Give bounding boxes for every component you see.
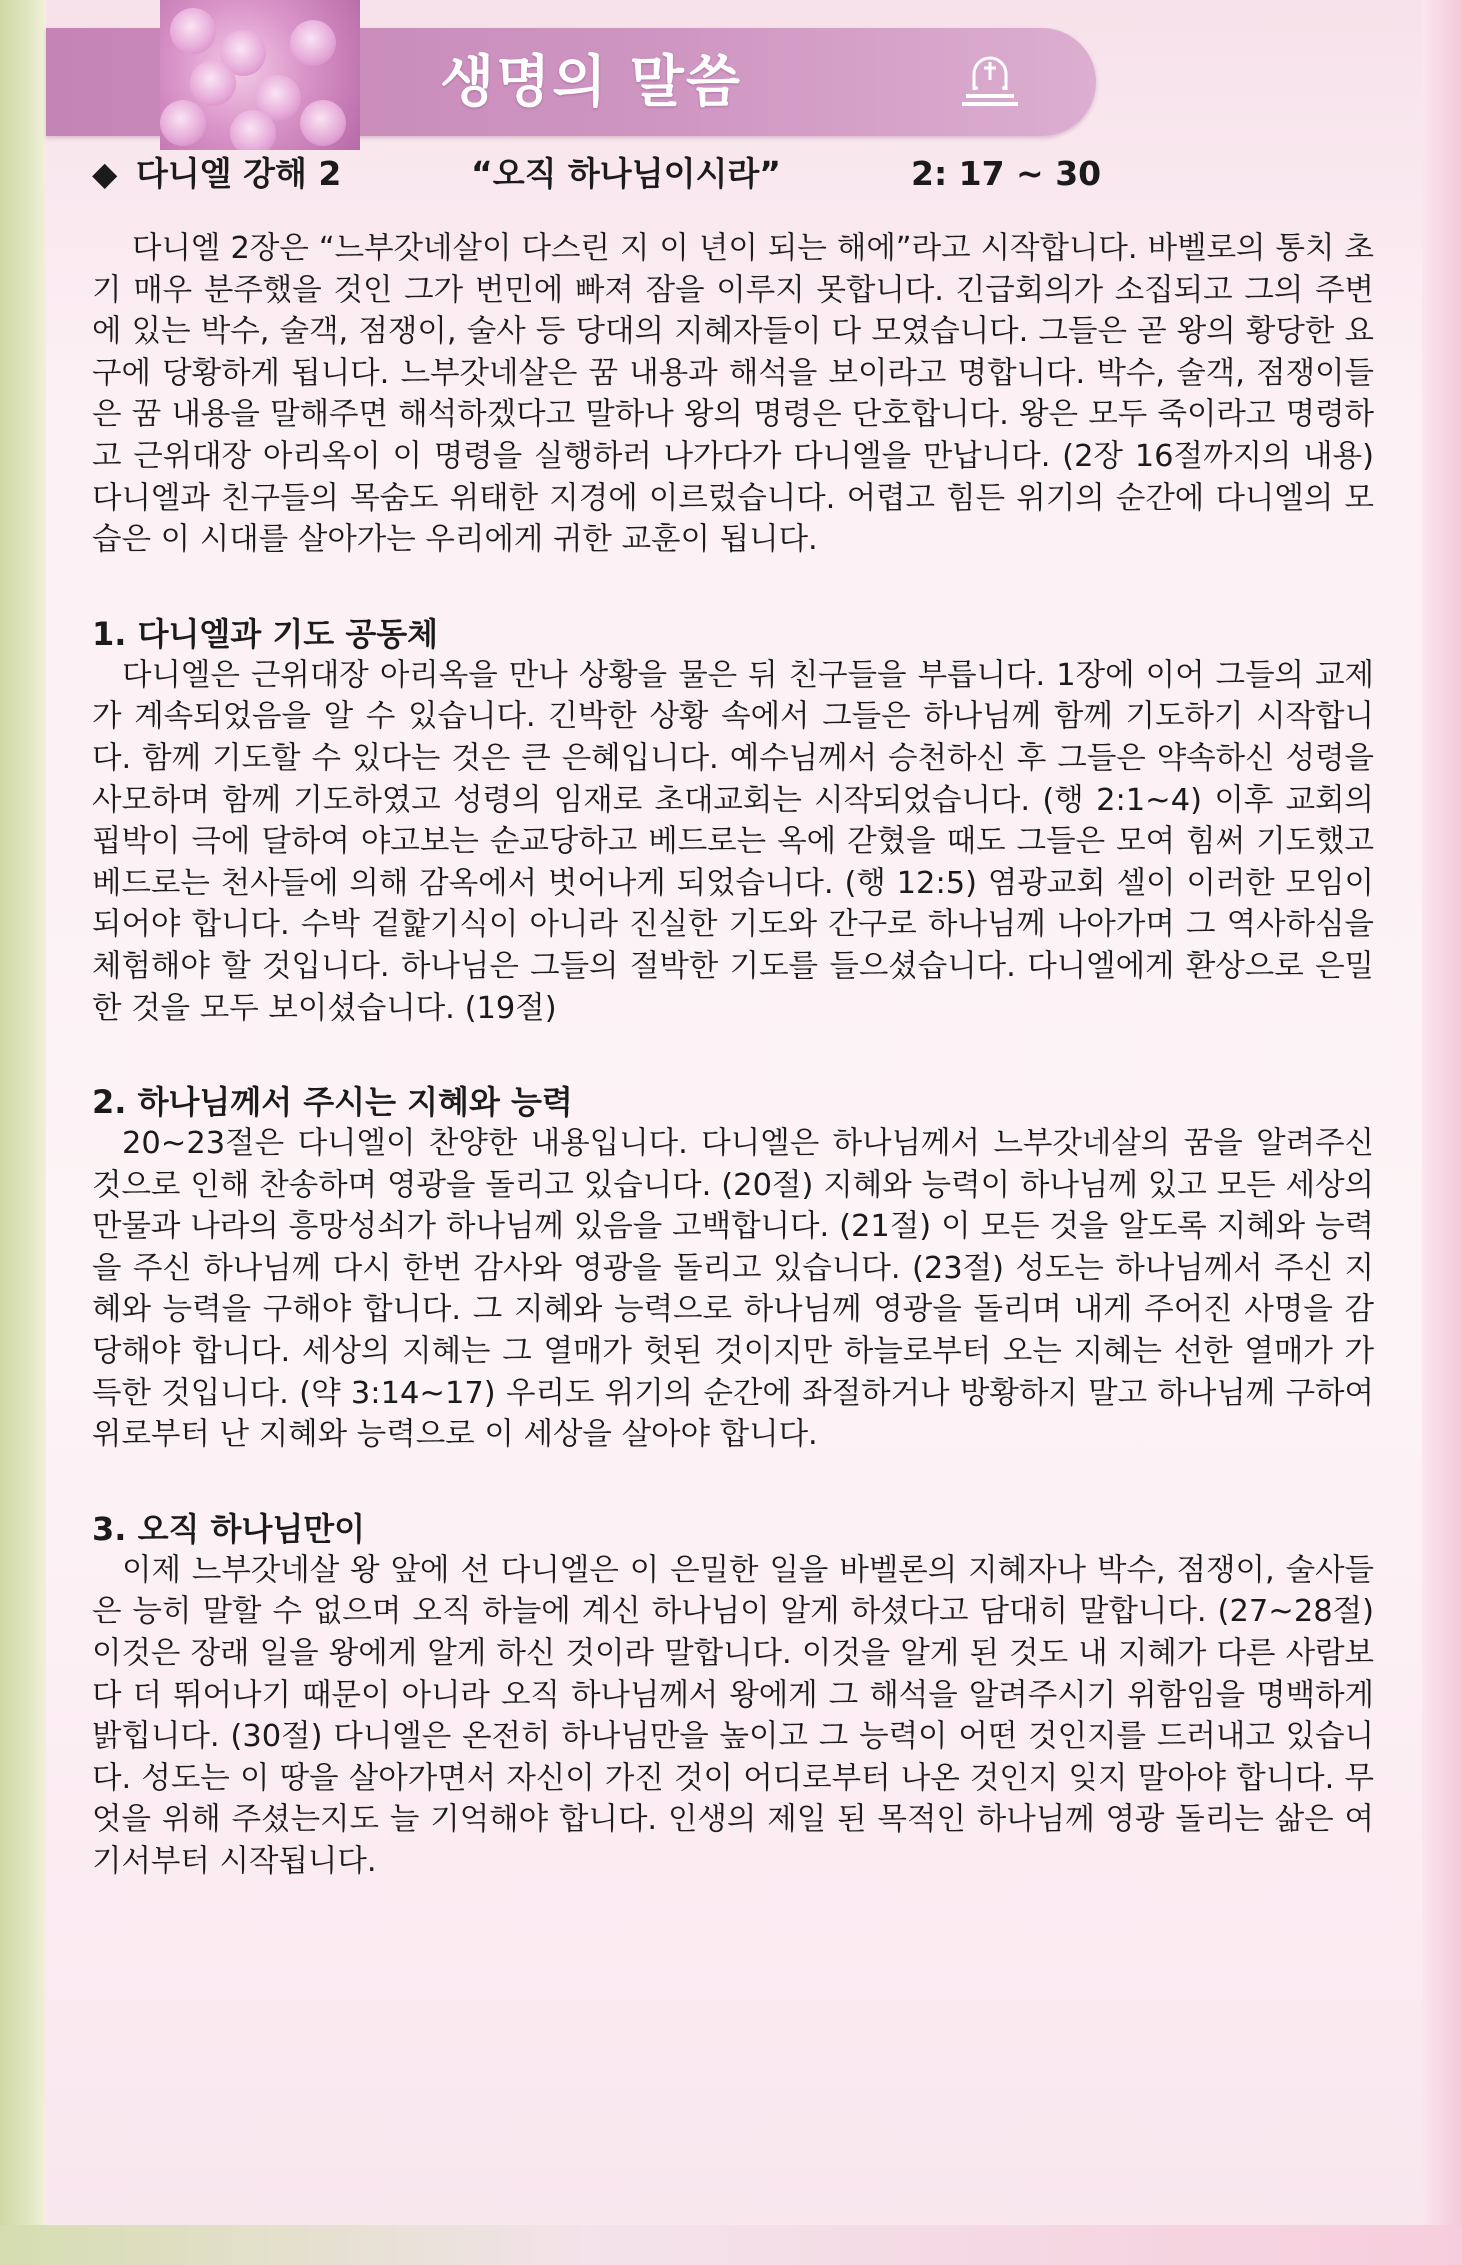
section-paragraph: 다니엘은 근위대장 아리옥을 만나 상황을 물은 뒤 친구들을 부릅니다. 1장에 이어 그들의 교제가 계속되었음을 알 수 있습니다. 긴박한 상황 속에서 그들은 하나님께 함께 기도하기 시작합니다. 함께 기도할 수 있다는 것은 큰 은혜입니다. 예수님께서 승천하신 후 그들은 약속하신 성령을 사모하며 함께 기도하였고 성령의 임재로 초대교회는 시작되었습니다. (행 2:1~4) 이후 교회의 핍박이 극에 달하여 야고보는 순교당하고 베드로는 옥에 갇혔을 때도 그들은 모여 힘써 기도했고 베드로는 천사들에 의해 감옥에서 벗어나게 되었습니다. (행 12:5) 염광교회 셀이 이러한 모임이 되어야 합니다. 수박 겉핥기식이 아니라 진실한 기도와 간구로 하나님께 나아가며 그 역사하심을 체험해야 할 것입니다. 하나님은 그들의 절박한 기도를 들으셨습니다. 다니엘에게 환상으로 은밀한 것을 모두 보이셨습니다. (19절) [92,657,1374,1026]
sermon-subject-line [92,148,1322,195]
section-3 [92,1508,1374,1883]
diamond-bullet-icon: ◆ [92,154,118,193]
section-heading: 1. 다니엘과 기도 공동체 [92,614,439,653]
scripture-reference: 2: 17 ~ 30 [911,154,1102,193]
section-2 [92,1081,1374,1456]
section-paragraph: 20~23절은 다니엘이 찬양한 내용입니다. 다니엘은 하나님께서 느부갓네살의 꿈을 알려주신 것으로 인해 찬송하며 영광을 돌리고 있습니다. (20절) 지혜와 능력이 하나님께 있고 모든 세상의 만물과 나라의 흥망성쇠가 하나님께 있음을 고백합니다. (21절) 이 모든 것을 알도록 지혜와 능력을 주신 하나님께 다시 한번 감사와 영광을 돌리고 있습니다. (23절) 성도는 하나님께서 주신 지혜와 능력을 구해야 합니다. 그 지혜와 능력으로 하나님께 영광을 돌리며 내게 주어진 사명을 감당해야 합니다. 세상의 지혜는 그 열매가 헛된 것이지만 하늘로부터 오는 지혜는 선한 열매가 가득한 것입니다. (약 3:14~17) 우리도 위기의 순간에 좌절하거나 방황하지 말고 하나님께 구하여 위로부터 난 지혜와 능력으로 이 세상을 살아야 합니다. [92,1126,1374,1453]
section-heading: 2. 하나님께서 주시는 지혜와 능력 [92,1083,573,1122]
article-body [92,228,1374,1883]
left-border-strip [0,0,46,2265]
intro-paragraph: 다니엘 2장은 “느부갓네살이 다스린 지 이 년이 되는 해에”라고 시작합니다. 바벨로의 통치 초기 매우 분주했을 것인 그가 번민에 빠져 잠을 이루지 못합니다. 긴급회의가 소집되고 그의 주변에 있는 박수, 술객, 점쟁이, 술사 등 당대의 지혜자들이 다 모였습니다. 그들은 곧 왕의 황당한 요구에 당황하게 됩니다. 느부갓네살은 꿈 내용과 해석을 보이라고 명합니다. 박수, 술객, 점쟁이들은 꿈 내용을 말해주면 해석하겠다고 말하나 왕의 명령은 단호합니다. 왕은 모두 죽이라고 명령하고 근위대장 아리옥이 이 명령을 실행하러 나가다가 다니엘을 만납니다. (2장 16절까지의 내용) 다니엘과 친구들의 목숨도 위태한 지경에 이르렀습니다. 어렵고 힘든 위기의 순간에 다니엘의 모습은 이 시대를 살아가는 우리에게 귀한 교훈이 됩니다. [92,231,1374,558]
church-icon [960,50,1020,112]
lilac-flower-image [160,0,360,150]
sermon-title: “오직 하나님이시라” [471,154,781,193]
bottom-border-strip [0,2225,1462,2265]
section-1 [92,613,1374,1029]
section-paragraph: 이제 느부갓네살 왕 앞에 선 다니엘은 이 은밀한 일을 바벨론의 지혜자나 박수, 점쟁이, 술사들은 능히 말할 수 없으며 오직 하늘에 계신 하나님이 알게 하셨다고 담대히 말합니다. (27~28절) 이것은 장래 일을 왕에게 알게 하신 것이라 말합니다. 이것을 알게 된 것도 내 지혜가 다른 사람보다 더 뛰어나기 때문이 아니라 오직 하나님께서 왕에게 그 해석을 알려주시기 위함임을 명백하게 밝힙니다. (30절) 다니엘은 온전히 하나님만을 높이고 그 능력이 어떤 것인지를 드러내고 있습니다. 성도는 이 땅을 살아가면서 자신이 가진 것이 어디로부터 나온 것인지 잊지 말아야 합니다. 무엇을 위해 주셨는지도 늘 기억해야 합니다. 인생의 제일 된 목적인 하나님께 영광 돌리는 삶은 여기서부터 시작됩니다. [92,1552,1374,1879]
section-title: 생명의 말씀 [440,50,742,115]
sermon-series: 다니엘 강해 2 [136,154,342,193]
right-border-strip [1422,0,1462,2265]
section-heading: 3. 오직 하나님만이 [92,1509,366,1548]
